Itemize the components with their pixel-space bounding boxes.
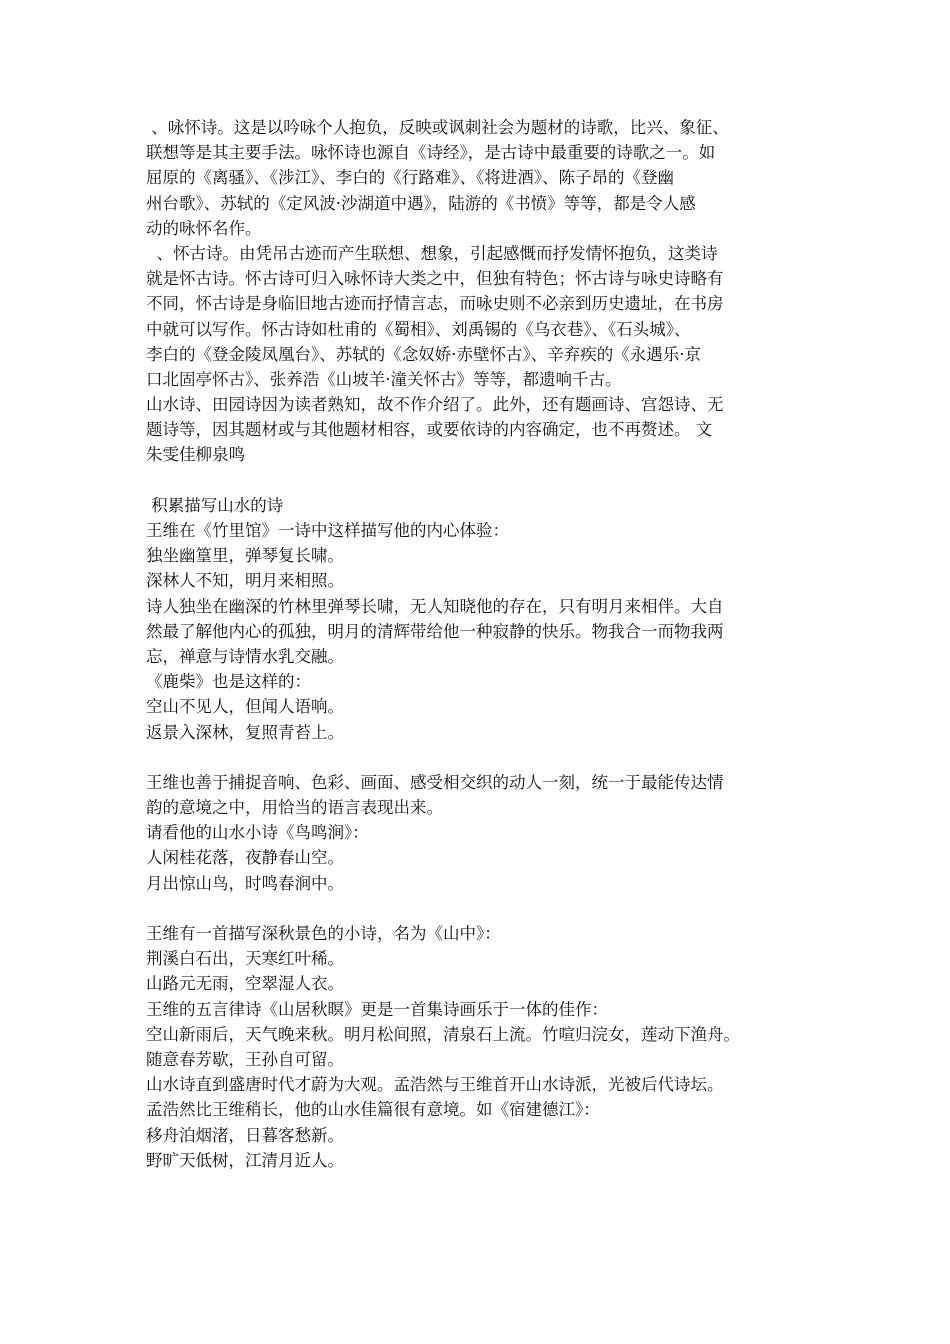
poem-line: 人闲桂花落，夜静春山空。: [146, 848, 344, 868]
text-line: 不同，怀古诗是身临旧地古迹而抒情言志，而咏史则不必亲到历史遗址，在书房: [146, 294, 724, 314]
poem-line: 月出惊山鸟，时鸣春涧中。: [146, 873, 344, 893]
text-line: 王维在《竹里馆》一诗中这样描写他的内心体验：: [146, 521, 509, 540]
text-line: 王维也善于捕捉音响、色彩、画面、感受相交织的动人一刻，统一于最能传达情: [146, 772, 724, 792]
poem-line: 深林人不知，明月来相照。: [146, 571, 344, 591]
section-closing: [146, 392, 816, 468]
text-line: 然最了解他内心的孤独，明月的清辉带给他一种寂静的快乐。物我合一而物我两: [146, 621, 724, 641]
text-line: 王维有一首描写深秋景色的小诗，名为《山中》：: [146, 924, 501, 943]
part-niaoming: [146, 770, 816, 896]
text-line: 联想等是其主要手法。咏怀诗也源自《诗经》，是古诗中最重要的诗歌之一。如: [146, 143, 716, 163]
text-line: 就是怀古诗。怀古诗可归入咏怀诗大类之中，但独有特色；怀古诗与咏史诗略有: [146, 269, 724, 289]
document-page: [146, 115, 816, 1173]
blank-line: [146, 468, 816, 493]
poem-line: 随意春芳歇，王孙自可留。: [146, 1049, 344, 1069]
part-shanzhong: [146, 921, 816, 1173]
section-heading: 积累描写山水的诗: [146, 495, 284, 515]
text-line: 中就可以写作。怀古诗如杜甫的《蜀相》、刘禹锡的《乌衣巷》、《石头城》、: [146, 319, 691, 339]
text-line: 孟浩然比王维稍长，他的山水佳篇很有意境。如《宿建德江》：: [146, 1100, 600, 1120]
text-line: 请看他的山水小诗《鸟鸣涧》：: [146, 823, 369, 843]
poem-line: 荆溪白石出，天寒红叶稀。: [146, 949, 344, 969]
text-line: 李白的《登金陵凤凰台》、苏轼的《念奴娇·赤壁怀古》、辛弃疾的《永遇乐·京: [146, 344, 701, 364]
poem-line: 空山新雨后，天气晚来秋。明月松间照，清泉石上流。竹喧归浣女，莲动下渔舟。: [146, 1024, 740, 1044]
poem-line: 移舟泊烟渚，日暮客愁新。: [146, 1125, 344, 1145]
text-line: 韵的意境之中，用恰当的语言表现出来。: [146, 798, 443, 818]
poem-line: 野旷天低树，江清月近人。: [146, 1150, 344, 1170]
blank-line: [146, 745, 816, 770]
poem-line: 空山不见人，但闻人语响。: [146, 697, 344, 717]
text-line: 《鹿柴》也是这样的：: [146, 672, 311, 692]
text-line: 山水诗直到盛唐时代才蔚为大观。孟浩然与王维首开山水诗派，光被后代诗坛。: [146, 1075, 724, 1095]
poem-line: 山路元无雨，空翠湿人衣。: [146, 974, 344, 994]
poem-line: 返景入深林，复照青苔上。: [146, 722, 344, 742]
text-line: 题诗等，因其题材或与其他题材相容，或要依诗的内容确定，也不再赘述。 文: [146, 420, 713, 440]
text-line: 朱雯佳柳泉鸣: [146, 445, 245, 465]
text-line: 山水诗、田园诗因为读者熟知，故不作介绍了。此外，还有题画诗、宫怨诗、无: [146, 395, 724, 415]
text-line: 诗人独坐在幽深的竹林里弹琴长啸，无人知晓他的存在，只有明月来相伴。大自: [146, 596, 724, 616]
blank-line: [146, 896, 816, 921]
part-zhuliguan: [146, 518, 816, 745]
text-line: 州台歌》、苏轼的《定风波·沙湖道中遇》，陆游的《书愤》等等，都是令人感: [146, 193, 696, 213]
poem-line: 独坐幽篁里，弹琴复长啸。: [146, 546, 344, 566]
text-line: 、咏怀诗。这是以吟咏个人抱负，反映或讽刺社会为题材的诗歌，比兴、象征、: [146, 118, 729, 137]
text-line: 动的咏怀名作。: [146, 218, 262, 238]
section-yonghuai: [146, 115, 816, 241]
text-line: 口北固亭怀古》、张养浩《山坡羊·潼关怀古》等等，都遗响千古。: [146, 369, 622, 389]
text-line: 王维的五言律诗《山居秋暝》更是一首集诗画乐于一体的佳作：: [146, 999, 608, 1019]
text-line: 忘，禅意与诗情水乳交融。: [146, 646, 344, 666]
section-huaigu: [146, 241, 816, 392]
text-line: 、怀古诗。由凭吊古迹而产生联想、想象，引起感慨而抒发情怀抱负，这类诗: [146, 243, 718, 263]
text-line: 屈原的《离骚》、《涉江》、李白的《行路难》、《将进酒》、陈子昂的《登幽: [146, 168, 674, 188]
